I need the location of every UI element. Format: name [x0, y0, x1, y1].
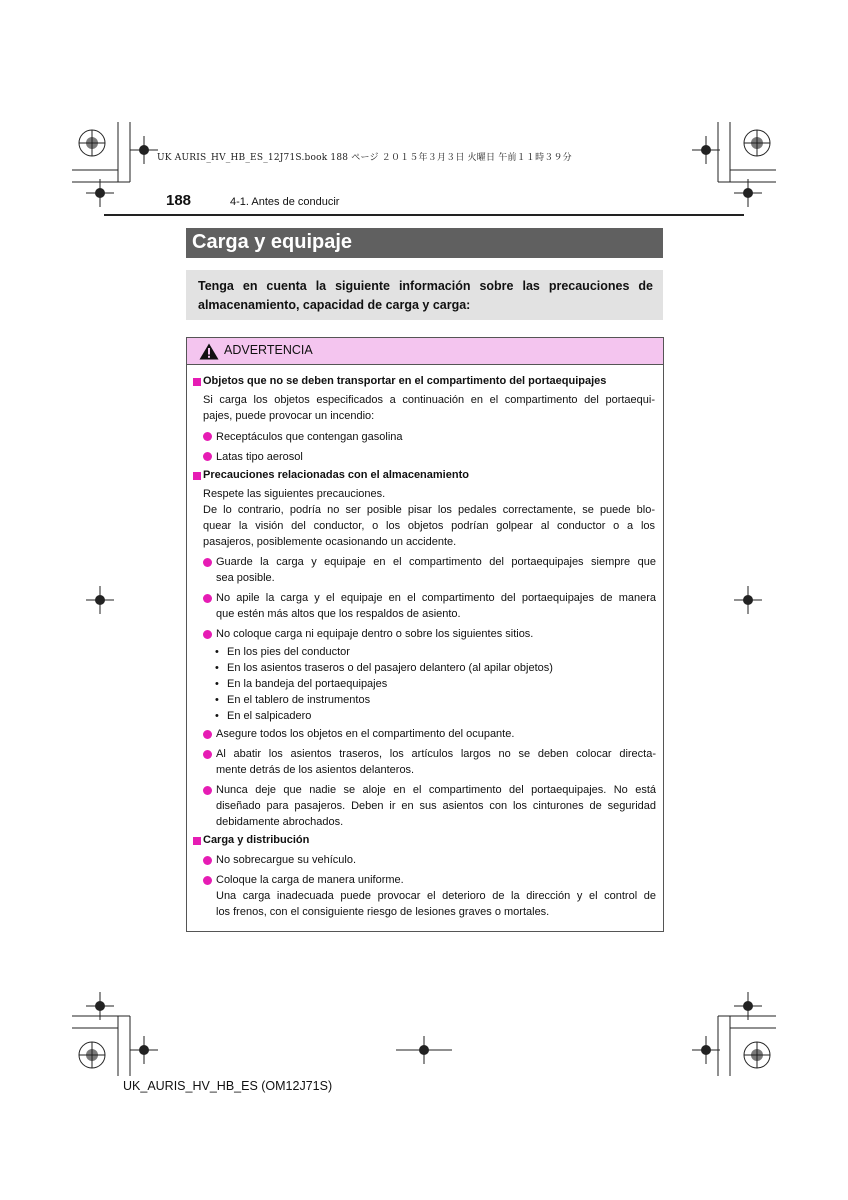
section-heading: Carga y distribución [203, 834, 310, 846]
header-divider [104, 214, 744, 216]
bullet-dot [203, 856, 212, 865]
section-marker [193, 378, 201, 386]
list-item-line: No sobrecargue su vehículo. [216, 854, 357, 866]
list-item-line: No coloque carga ni equipaje dentro o sobre los siguientes sitios. [216, 628, 534, 640]
list-item-line: Coloque la carga de manera uniforme. [216, 874, 404, 886]
paragraph-line: Respete las siguientes precauciones. [203, 488, 386, 500]
paragraph-line: Si carga los objetos especificados a continuación en el compartimento del portaequi- [203, 394, 655, 406]
sub-list-bullet: • [215, 694, 219, 706]
sub-list-item: En los pies del conductor [227, 646, 350, 658]
bullet-dot [203, 630, 212, 639]
bullet-dot [203, 786, 212, 795]
footer-code: UK_AURIS_HV_HB_ES (OM12J71S) [123, 1079, 333, 1093]
warning-label: ADVERTENCIA [224, 343, 313, 357]
warning-triangle-icon [199, 343, 219, 360]
sub-list-bullet: • [215, 662, 219, 674]
list-item-line: que estén más altos que los respaldos de asiento. [216, 608, 461, 620]
paragraph-line: pasajeros, posiblemente ocasionando un accidente. [203, 536, 457, 548]
sub-list-bullet: • [215, 646, 219, 658]
bullet-dot [203, 730, 212, 739]
sub-list-item: En los asientos traseros o del pasajero delantero (al apilar objetos) [227, 662, 553, 674]
list-item-line: Nunca deje que nadie se aloje en el compartimento del portaequipajes. No está [216, 784, 656, 796]
section-heading: Objetos que no se deben transportar en el compartimento del portaequipajes [203, 375, 607, 387]
page-number: 188 [166, 192, 192, 209]
bullet-dot [203, 432, 212, 441]
list-item-line: Al abatir los asientos traseros, los artículos largos no se deben colocar directa- [216, 748, 656, 760]
print-header: UK AURIS_HV_HB_ES_12J71S.book 188 ページ ２０１５年３月３日 火曜日 午前１１時３９分 [157, 153, 572, 163]
intro-box [186, 270, 663, 320]
paragraph-line: quear la visión del conductor, o los objetos podrían golpear al conductor o a los [203, 520, 655, 532]
section-marker [193, 472, 201, 480]
section-marker [193, 837, 201, 845]
list-item-line: Guarde la carga y equipaje en el compartimento del portaequipajes siempre que [216, 556, 656, 568]
section-heading: Precauciones relacionadas con el almacenamiento [203, 469, 469, 481]
list-item-line: debidamente abrochados. [216, 816, 344, 828]
warning-header [187, 338, 663, 365]
list-item-line: mente detrás de los asientos delanteros. [216, 764, 415, 776]
section-label: 4-1. Antes de conducir [230, 196, 340, 208]
list-item: Receptáculos que contengan gasolina [216, 431, 403, 443]
list-item: Latas tipo aerosol [216, 451, 303, 463]
list-item-line: los frenos, con el consiguiente riesgo de lesiones graves o mortales. [216, 906, 550, 918]
paragraph-line: De lo contrario, podría no ser posible pisar los pedales correctamente, se puede blo- [203, 504, 655, 516]
sub-list-item: En el salpicadero [227, 710, 312, 722]
list-item-line: Asegure todos los objetos en el compartimento del ocupante. [216, 728, 515, 740]
paragraph-line: pajes, puede provocar un incendio: [203, 410, 375, 422]
bullet-dot [203, 876, 212, 885]
sub-list-bullet: • [215, 678, 219, 690]
bullet-dot [203, 750, 212, 759]
list-item-line: diseñado para pasajeros. Deben ir en sus asientos con los cinturones de seguridad [216, 800, 656, 812]
warning-box [186, 337, 664, 932]
list-item-line: No apile la carga y el equipaje en el compartimento del portaequipajes de manera [216, 592, 656, 604]
sub-list-item: En la bandeja del portaequipajes [227, 678, 388, 690]
intro-text: Tenga en cuenta la siguiente información sobre las precauciones de almacenamiento, capacidad de carga y carga: [198, 279, 653, 312]
bullet-dot [203, 558, 212, 567]
bullet-dot [203, 594, 212, 603]
bullet-dot [203, 452, 212, 461]
sub-list-item: En el tablero de instrumentos [227, 694, 371, 706]
sub-list-bullet: • [215, 710, 219, 722]
page-title: Carga y equipaje [192, 231, 353, 253]
list-item-line: Una carga inadecuada puede provocar el deterioro de la dirección y el control de [216, 890, 656, 902]
list-item-line: sea posible. [216, 572, 275, 584]
